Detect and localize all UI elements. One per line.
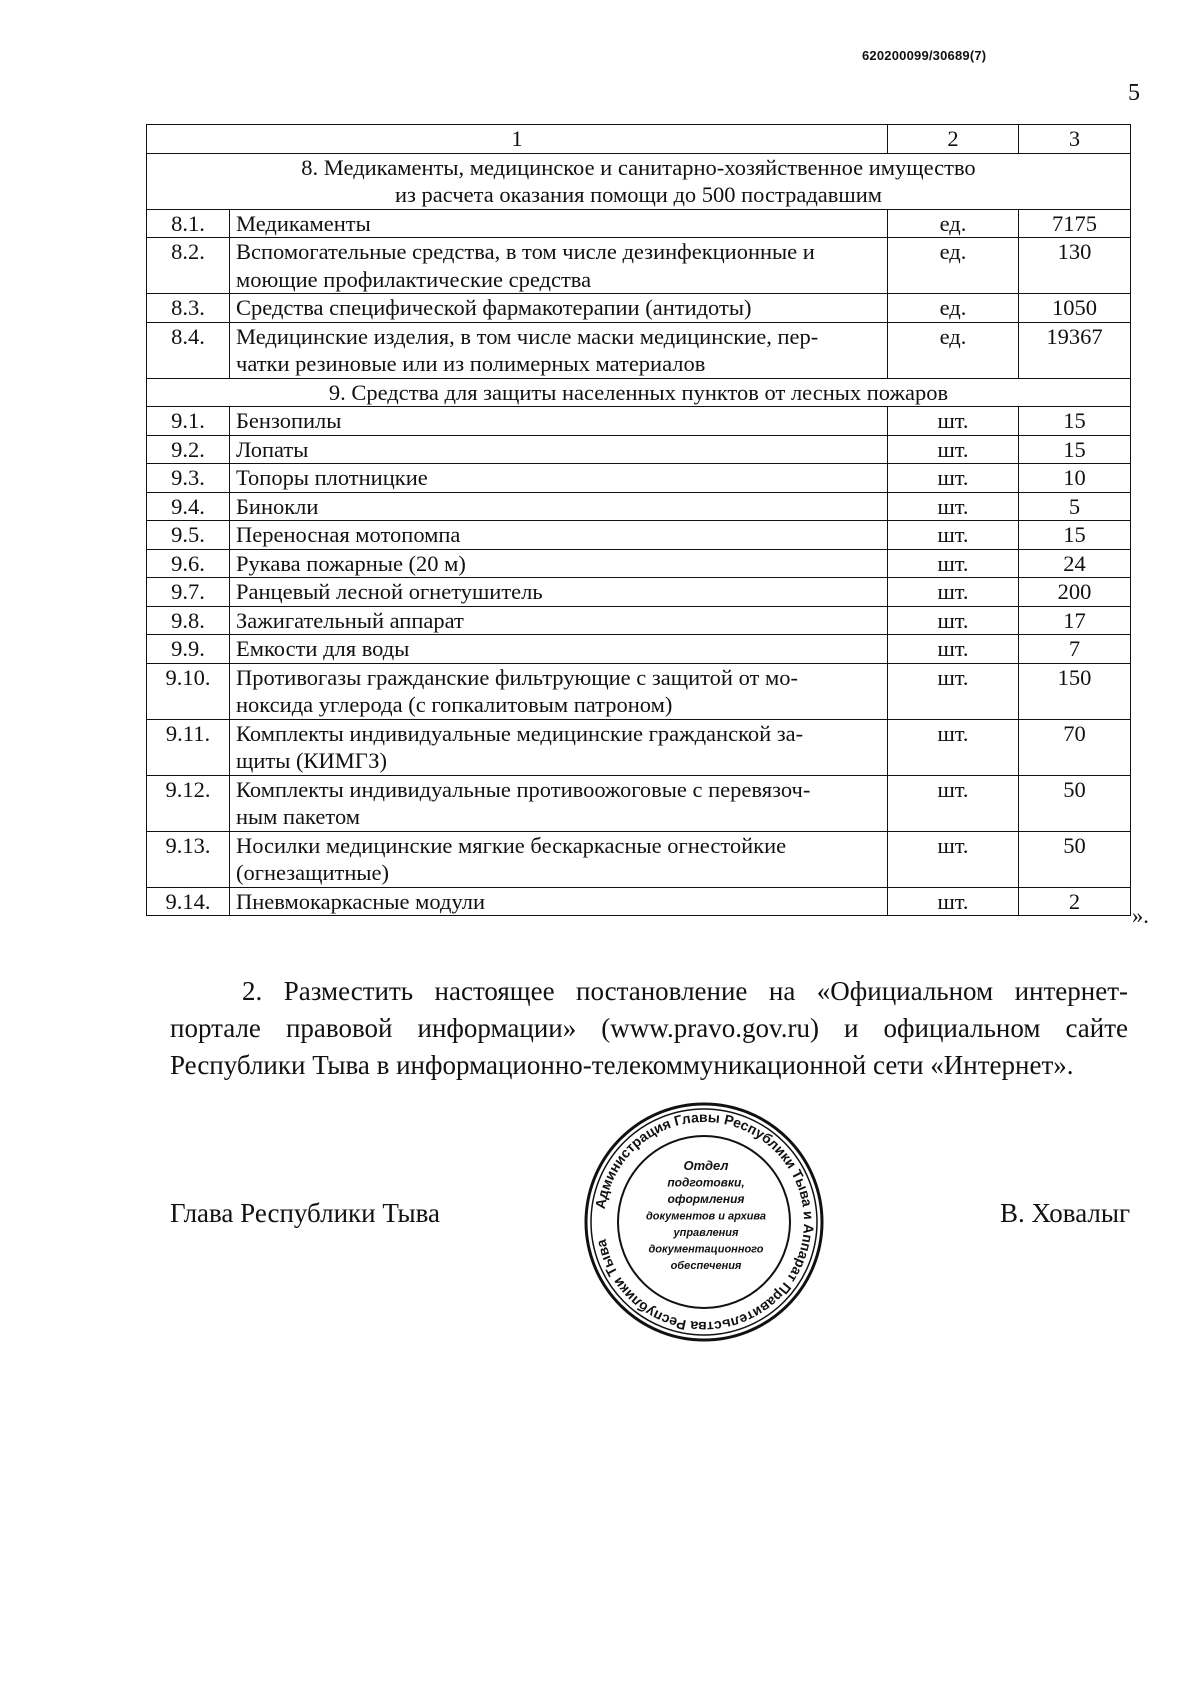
row-name-line: ным пакетом	[236, 804, 361, 829]
row-name-line: щиты (КИМГЗ)	[236, 748, 388, 773]
header-cell-2: 2	[888, 125, 1019, 154]
row-unit: шт.	[888, 464, 1019, 493]
row-unit: шт.	[888, 606, 1019, 635]
row-name	[230, 294, 888, 323]
row-quantity: 70	[1019, 719, 1131, 775]
row-unit: шт.	[888, 435, 1019, 464]
row-unit: шт.	[888, 549, 1019, 578]
table-row	[147, 663, 1131, 719]
table-row	[147, 238, 1131, 294]
row-name-line: Средства специфической фармакотерапии (антидоты)	[236, 295, 752, 320]
row-name	[230, 719, 888, 775]
row-name	[230, 831, 888, 887]
row-name-line: Противогазы гражданские фильтрующие с защитой от мо-	[236, 664, 798, 690]
seal-center-text	[646, 1158, 766, 1272]
row-name	[230, 578, 888, 607]
table-row	[147, 322, 1131, 378]
row-name	[230, 663, 888, 719]
row-name-line: Вспомогательные средства, в том числе дезинфекционные и	[236, 239, 815, 264]
row-quantity: 2	[1019, 887, 1131, 916]
row-number: 9.9.	[147, 635, 230, 664]
table-row	[147, 521, 1131, 550]
row-quantity: 15	[1019, 435, 1131, 464]
row-name	[230, 238, 888, 294]
seal-center-line: управления	[673, 1227, 739, 1239]
supplies-table	[146, 124, 1131, 916]
row-number: 9.2.	[147, 435, 230, 464]
row-number: 9.6.	[147, 549, 230, 578]
row-quantity: 5	[1019, 492, 1131, 521]
row-unit: шт.	[888, 663, 1019, 719]
row-name-line: Переносная мотопомпа	[236, 522, 461, 547]
row-quantity: 1050	[1019, 294, 1131, 323]
row-name	[230, 407, 888, 436]
row-name-line: Зажигательный аппарат	[236, 607, 464, 633]
row-name	[230, 887, 888, 916]
row-quantity: 50	[1019, 831, 1131, 887]
seal-center-line: документов и архива	[645, 1210, 767, 1223]
row-name-line: Бензопилы	[236, 408, 342, 433]
closing-quote: ».	[1132, 903, 1149, 928]
section-title	[147, 153, 1131, 209]
row-unit: шт.	[888, 775, 1019, 831]
seal-center-line: обеспечения	[670, 1260, 742, 1272]
table-row	[147, 492, 1131, 521]
row-number: 8.4.	[147, 322, 230, 378]
row-number: 9.10.	[147, 663, 230, 719]
row-name	[230, 464, 888, 493]
row-name-line: моющие профилактические средства	[236, 266, 592, 292]
official-seal	[582, 1100, 826, 1344]
row-quantity: 24	[1019, 549, 1131, 578]
row-name-line: (огнезащитные)	[236, 860, 389, 885]
row-name-line: Комплекты индивидуальные медицинские гражданской за-	[236, 720, 804, 746]
row-number: 9.3.	[147, 464, 230, 493]
seal-center-line: документационного	[648, 1243, 764, 1256]
row-name	[230, 209, 888, 238]
row-number: 9.14.	[147, 887, 230, 916]
row-unit: шт.	[888, 492, 1019, 521]
row-quantity: 15	[1019, 407, 1131, 436]
section-title	[147, 378, 1131, 407]
row-name-line: чатки резиновые или из полимерных материалов	[236, 351, 706, 376]
table-row	[147, 887, 1131, 916]
row-name	[230, 549, 888, 578]
seal-center-line: оформления	[667, 1192, 745, 1206]
row-unit: ед.	[888, 322, 1019, 378]
row-unit: шт.	[888, 831, 1019, 887]
row-quantity: 15	[1019, 521, 1131, 550]
section-title-line: из расчета оказания помощи до 500 пострадавшим	[395, 182, 882, 207]
table-row	[147, 635, 1131, 664]
row-number: 8.1.	[147, 209, 230, 238]
row-unit: шт.	[888, 521, 1019, 550]
publication-paragraph: 2. Разместить настоящее постановление на «Официальном интернет-портале правовой информации» (www.pravo.gov.ru) и официальном сайте Республики Тыва в информационно-телекоммуникационной сети «Интернет».	[170, 976, 1128, 1080]
row-name	[230, 606, 888, 635]
seal-center-line: Отдел	[683, 1158, 729, 1173]
row-name-line: Пневмокаркасные модули	[236, 888, 485, 914]
row-name-line: Комплекты индивидуальные противоожоговые с перевязоч-	[236, 776, 811, 802]
row-unit: шт.	[888, 719, 1019, 775]
row-quantity: 130	[1019, 238, 1131, 294]
seal-ring-text: Администрация Главы Республики Тыва и Аппарат Правительства Республики Тыва	[591, 1108, 818, 1336]
row-name-line: Лопаты	[236, 436, 309, 462]
row-unit: шт.	[888, 887, 1019, 916]
row-number: 9.8.	[147, 606, 230, 635]
row-number: 8.2.	[147, 238, 230, 294]
row-number: 9.12.	[147, 775, 230, 831]
row-name-line: Емкости для воды	[236, 636, 410, 661]
row-quantity: 150	[1019, 663, 1131, 719]
row-quantity: 200	[1019, 578, 1131, 607]
row-quantity: 7	[1019, 635, 1131, 664]
row-quantity: 7175	[1019, 209, 1131, 238]
row-name	[230, 492, 888, 521]
section-row	[147, 153, 1131, 209]
row-name-line: Бинокли	[236, 493, 319, 519]
table-row	[147, 209, 1131, 238]
row-name-line: ноксида углерода (с гопкалитовым патроном)	[236, 692, 673, 717]
doc-id: 620200099/30689(7)	[862, 48, 987, 63]
row-name	[230, 775, 888, 831]
row-name	[230, 521, 888, 550]
row-number: 9.1.	[147, 407, 230, 436]
row-number: 8.3.	[147, 294, 230, 323]
row-quantity: 50	[1019, 775, 1131, 831]
table-row	[147, 464, 1131, 493]
row-name	[230, 435, 888, 464]
table-row	[147, 719, 1131, 775]
header-cell-1: 1	[147, 125, 888, 154]
table-row	[147, 549, 1131, 578]
row-name	[230, 635, 888, 664]
row-name-line: Рукава пожарные (20 м)	[236, 550, 466, 576]
seal-center-line: подготовки,	[667, 1175, 745, 1190]
row-number: 9.4.	[147, 492, 230, 521]
row-unit: ед.	[888, 294, 1019, 323]
row-unit: ед.	[888, 238, 1019, 294]
table-row	[147, 775, 1131, 831]
signatory-name: В. Ховалыг	[1000, 1198, 1131, 1228]
signatory-title: Глава Республики Тыва	[170, 1198, 441, 1228]
table-row	[147, 606, 1131, 635]
row-name-line: Топоры плотницкие	[236, 465, 428, 490]
row-name-line: Ранцевый лесной огнетушитель	[236, 579, 543, 604]
row-name-line: Носилки медицинские мягкие бескаркасные огнестойкие	[236, 832, 787, 858]
row-unit: ед.	[888, 209, 1019, 238]
row-number: 9.13.	[147, 831, 230, 887]
row-quantity: 10	[1019, 464, 1131, 493]
row-name-line: Медикаменты	[236, 210, 371, 236]
row-name-line: Медицинские изделия, в том числе маски медицинские, пер-	[236, 323, 819, 349]
page-number: 5	[1128, 80, 1140, 106]
table-header-row	[147, 125, 1131, 154]
header-cell-3: 3	[1019, 125, 1131, 154]
section-title-line: 8. Медикаменты, медицинское и санитарно-хозяйственное имущество	[301, 154, 976, 180]
row-unit: шт.	[888, 407, 1019, 436]
section-title-line: 9. Средства для защиты населенных пунктов от лесных пожаров	[328, 379, 949, 405]
section-row	[147, 378, 1131, 407]
row-number: 9.7.	[147, 578, 230, 607]
row-number: 9.5.	[147, 521, 230, 550]
row-unit: шт.	[888, 578, 1019, 607]
row-number: 9.11.	[147, 719, 230, 775]
table-row	[147, 831, 1131, 887]
row-unit: шт.	[888, 635, 1019, 664]
row-name	[230, 322, 888, 378]
table-row	[147, 578, 1131, 607]
row-quantity: 17	[1019, 606, 1131, 635]
table-row	[147, 294, 1131, 323]
row-quantity: 19367	[1019, 322, 1131, 378]
table-row	[147, 407, 1131, 436]
table-row	[147, 435, 1131, 464]
